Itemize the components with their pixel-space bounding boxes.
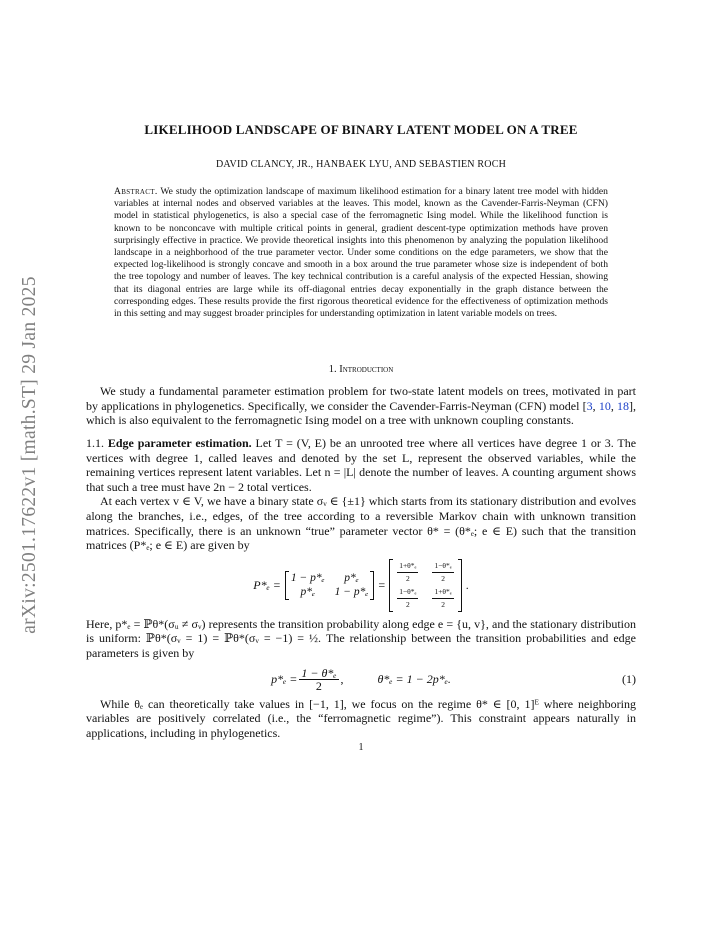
- section-number: 1.: [328, 364, 337, 376]
- stationary-paragraph: Here, p*ₑ = ℙθ*(σᵤ ≠ σᵥ) represents the transition probability along edge e = {u, v}, and the stationary distribution is uniform: ℙθ*(σᵥ = 1) = ℙθ*(σᵥ = −1) = ½. The relationship between the transition probabilities and edge parameters is given by: [86, 616, 636, 660]
- subsection-number: 1.1.: [86, 436, 104, 451]
- matrix-cell: 1 − p*ₑ: [334, 585, 369, 598]
- paper-authors: DAVID CLANCY, JR., HANBAEK LYU, AND SEBASTIEN ROCH: [215, 159, 507, 170]
- body-text: [86, 384, 636, 740]
- eq1-denominator: 2: [315, 678, 322, 693]
- matrix-equals: =: [378, 577, 386, 592]
- intro-text-b: ], which is also equivalent to the ferromagnetic Ising model on a tree with unknown coupling constants.: [86, 398, 637, 428]
- arxiv-identifier: arXiv:2501.17622v1 [math.ST] 29 Jan 2025: [19, 276, 41, 634]
- equation-1: [86, 667, 636, 692]
- subsection-paragraph: [86, 436, 636, 494]
- paper-page: [86, 116, 636, 753]
- page-number: 1: [358, 742, 364, 754]
- matrix-cell: p*ₑ: [344, 571, 359, 584]
- citation-link[interactable]: 3: [586, 398, 593, 413]
- matrix-cell: $\frac{\text{1+θ*ₑ}}{2}$: [399, 560, 417, 583]
- subsection-text: Let T = (V, E) be an unrooted tree where all vertices have degree 1 or 3. The vertices with degree 1, called leaves and denoted by the set L, represent the observed variables, while the remaining vertices represent latent variables. Let n = |L| denote the number of leaves. A counting argument shows that such a tree must have 2n − 2 total vertices.: [86, 436, 637, 494]
- matrix-cell: $\frac{\text{1−θ*ₑ}}{2}$: [434, 560, 452, 583]
- regime-paragraph: While θₑ can theoretically take values in [−1, 1], we focus on the regime θ* ∈ [0, 1]ᴱ where neighboring variables are positively correlated (i.e., the “ferromagnetic regime”). This constraint appears naturally in applications, including in phylogenetics.: [86, 696, 636, 740]
- matrix-cell: $\frac{\text{1−θ*ₑ}}{2}$: [399, 586, 417, 609]
- parameter-matrix: [389, 559, 462, 612]
- matrix-end: .: [465, 577, 469, 592]
- subsection-title: Edge parameter estimation.: [107, 436, 252, 451]
- citation-link[interactable]: 18: [617, 398, 630, 413]
- eq1-numerator: 1 − θ*ₑ: [301, 665, 337, 680]
- matrix-cell: 1 − p*ₑ: [290, 571, 325, 584]
- abstract-label: Abstract.: [114, 186, 158, 197]
- matrix-cell: $\frac{\text{1+θ*ₑ}}{2}$: [434, 586, 452, 609]
- abstract: [114, 186, 608, 320]
- equation-number: (1): [622, 671, 636, 686]
- eq1-separator: ,: [340, 671, 344, 686]
- citation-link[interactable]: 10: [598, 398, 611, 413]
- eq1-lhs: p*ₑ =: [271, 671, 298, 686]
- matrix-equation: [86, 559, 636, 612]
- eq1-fraction: [299, 667, 338, 692]
- paper-title: LIKELIHOOD LANDSCAPE OF BINARY LATENT MODEL ON A TREE: [144, 122, 578, 137]
- intro-text-a: We study a fundamental parameter estimation problem for two-state latent models on trees, motivated in part by applications in phylogenetics. Specifically, we consider the Cavender-Farris-Neyman (CFN) model [: [86, 384, 636, 413]
- eq1-rhs: θ*ₑ = 1 − 2p*ₑ.: [377, 671, 451, 686]
- arxiv-stamp: [12, 240, 48, 670]
- matrix-lhs: P*ₑ =: [253, 577, 281, 592]
- section-title: Introduction: [339, 364, 394, 376]
- transition-matrix: [285, 571, 375, 600]
- transition-paragraph: At each vertex v ∈ V, we have a binary state σᵥ ∈ {±1} which starts from its stationary distribution and evolves along the branches, i.e., edges, of the tree according to a reversible Markov chain with unknown transition matrices. Specifically, there is an unknown “true” parameter vector θ* = (θ*ₑ; e ∈ E) such that the transition matrices (P*ₑ; e ∈ E) are given by: [86, 494, 636, 553]
- section-heading: [86, 364, 636, 375]
- intro-paragraph: We study a fundamental parameter estimation problem for two-state latent models on trees, motivated in part by applications in phylogenetics. Specifically, we consider the Cavender-Farris-Neyman (CFN) model [3, 10, 18], which is also equivalent to the ferromagnetic Ising model on a tree with unknown coupling constants.: [86, 384, 637, 428]
- abstract-text: We study the optimization landscape of maximum likelihood estimation for a binary latent tree model with hidden variables at internal nodes and observed variables at the leaves. This model, known as the Cavender-Farris-Neyman (CFN) model in statistical phylogenetics, is also a special case of the ferromagnetic Ising model. While the likelihood function is known to be nonconcave with multiple critical points in general, gradient descent-type optimization methods have proven surprisingly effective in practice. We provide theoretical insights into this phenomenon by analyzing the population likelihood landscape in a neighborhood of the true parameter vector. Under some conditions on the edge parameters, we show that the expected log-likelihood is strongly concave and smooth in a box around the true parameter whose size is independent of both the tree topology and number of leaves. The key technical contribution is a careful analysis of the expected Hessian, showing that its diagonal entries are large while its off-diagonal entries decay exponentially in the graph distance between the corresponding edges. These results provide the first rigorous theoretical evidence for the effectiveness of optimization methods in this setting and may suggest broader principles for understanding optimization in latent variable models on trees.: [114, 186, 608, 320]
- matrix-cell: p*ₑ: [300, 585, 315, 598]
